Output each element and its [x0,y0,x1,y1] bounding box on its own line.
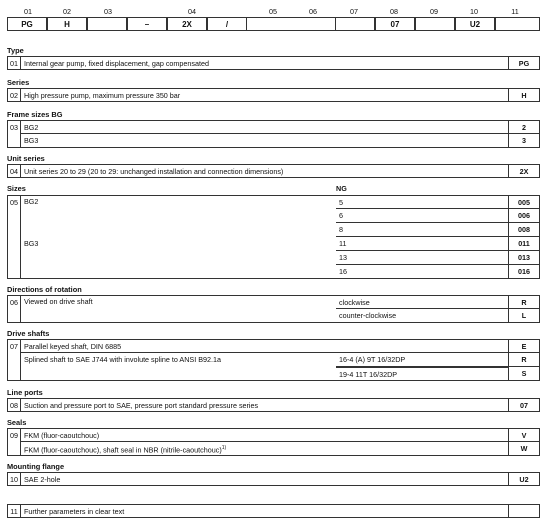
section-title-seals: Seals [7,418,27,427]
shaft-code: S [508,367,540,381]
seal-code: V [508,428,540,442]
col-number: 10 [470,7,478,16]
further-code [508,504,540,518]
shaft-code: E [508,339,540,353]
rotation-option: clockwise [336,295,508,309]
row-index: 05 [7,195,21,279]
mounting-description: SAE 2-hole [21,472,508,486]
series-description: High pressure pump, maximum pressure 350 bar [21,88,508,102]
seal-code: W [508,442,540,456]
size-ng: 6 [336,209,508,223]
type-cell: PG [7,17,47,31]
row-index: 07 [7,339,21,381]
shaft-description: Splined shaft to SAE J744 with involute spline to ANSI B92.1a [24,355,221,364]
ports-description: Suction and pressure port to SAE, pressure port standard pressure series [21,398,508,412]
row-index: 08 [7,398,21,412]
line-port-cell: 07 [375,17,415,31]
frame-row: BG2 [21,120,508,134]
col-number: 09 [430,7,438,16]
size-code: 011 [508,237,540,251]
size-group-label: BG2 [24,197,39,206]
shaft-option: 19-4 11T 16/32DP [336,367,508,381]
mounting-cell: U2 [455,17,495,31]
row-index: 11 [7,504,21,518]
row-index: 10 [7,472,21,486]
section-title-type: Type [7,46,24,55]
row-index: 04 [7,164,21,178]
row-index: 09 [7,428,21,456]
size-ng: 16 [336,265,508,279]
col-number: 07 [350,7,358,16]
frame-row: BG3 [21,134,508,148]
further-cell [495,17,540,31]
size-code: 016 [508,265,540,279]
type-description: Internal gear pump, fixed displacement, gap compensated [21,56,508,70]
rotation-option: counter-clockwise [336,309,508,323]
frame-code: 2 [508,120,540,134]
shaft-code: R [508,353,540,367]
unit-description: Unit series 20 to 29 (20 to 29: unchanged installation and connection dimensions) [21,164,508,178]
col-number: 02 [63,7,71,16]
ng-label: NG [336,184,347,193]
col-number: 06 [309,7,317,16]
section-title-mounting: Mounting flange [7,462,65,471]
size-code: 008 [508,223,540,237]
rotation-code: L [508,309,540,323]
ports-code: 07 [508,398,540,412]
section-title-rotation: Directions of rotation [7,285,82,294]
blank-cell-3 [303,17,335,31]
section-title-shafts: Drive shafts [7,329,50,338]
divider [21,295,336,296]
size-ng: 5 [336,195,508,209]
type-code: PG [508,56,540,70]
frame-code: 3 [508,134,540,148]
dash-cell: – [127,17,167,31]
section-title-ports: Line ports [7,388,43,397]
col-number: 08 [390,7,398,16]
series-cell: H [47,17,87,31]
seal-cell [415,17,455,31]
seal-description: FKM (fluor-caoutchouc) [21,428,508,442]
divider [21,322,336,323]
series-code: H [508,88,540,102]
row-index: 03 [7,120,21,148]
rotation-description: Viewed on drive shaft [24,297,93,306]
further-description: Further parameters in clear text [21,504,508,518]
footnote-marker: 1) [221,445,227,451]
col-number: 11 [511,7,519,16]
rotation-code: R [508,295,540,309]
size-ng: 8 [336,223,508,237]
mounting-code: U2 [508,472,540,486]
unit-code: 2X [508,164,540,178]
divider [21,380,336,381]
size-code: 006 [508,209,540,223]
seal-text: FKM (fluor-caoutchouc), shaft seal in NBR (nitrile-caoutchouc) [24,445,222,455]
col-number: 04 [188,7,196,16]
col-number: 03 [104,7,112,16]
size-ng: 11 [336,237,508,251]
col-number: 05 [269,7,277,16]
unit-series-cell: 2X [167,17,207,31]
section-title-frame: Frame sizes BG [7,110,63,119]
frame-cell [87,17,127,31]
size-group-label: BG3 [24,239,39,248]
row-index: 02 [7,88,21,102]
row-index: 01 [7,56,21,70]
size-code: 013 [508,251,540,265]
slash-cell: / [207,17,247,31]
section-title-series: Series [7,78,30,87]
shaft-description: Parallel keyed shaft, DIN 6885 [21,339,508,353]
shaft-option: 16-4 (A) 9T 16/32DP [336,353,508,367]
size-code: 005 [508,195,540,209]
blank-cell-2 [335,17,375,31]
section-title-unit: Unit series [7,154,45,163]
blank-cell [247,17,303,31]
col-number: 01 [24,7,32,16]
seal-description [21,442,508,456]
row-index: 06 [7,295,21,323]
section-title-sizes: Sizes [7,184,26,193]
size-ng: 13 [336,251,508,265]
